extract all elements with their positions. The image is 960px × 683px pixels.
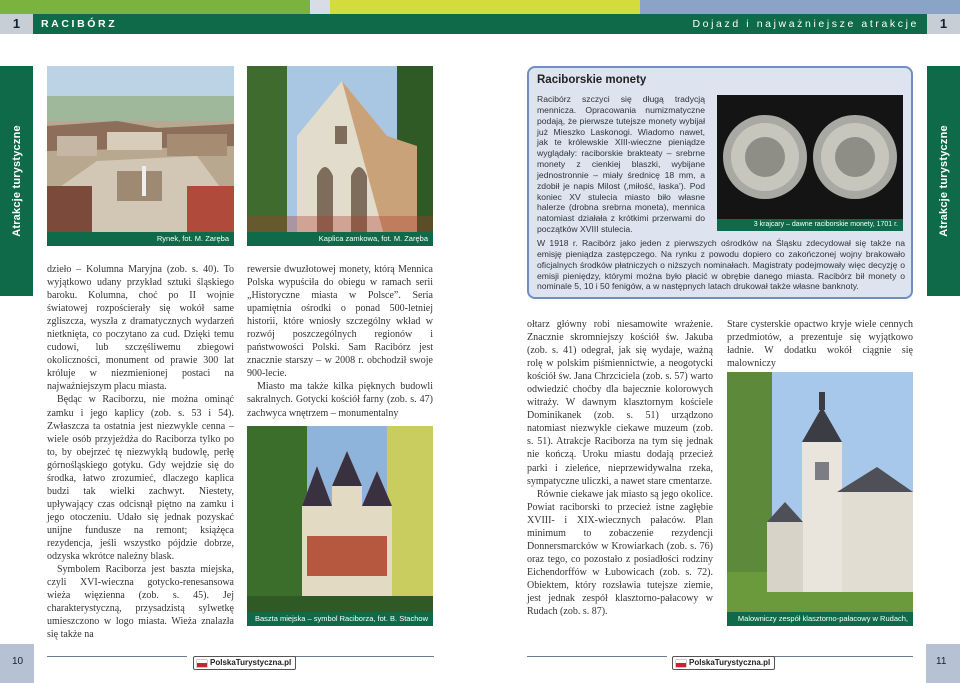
page-number-right: 11 bbox=[936, 656, 947, 667]
site-logo-right-text: PolskaTurystyczna.pl bbox=[689, 658, 771, 667]
site-logo-left[interactable] bbox=[193, 656, 296, 670]
side-tab-left bbox=[0, 66, 33, 296]
col3-paragraph-1: ołtarz główny robi niesamowite wrażenie. Znacznie skromniejszy kościół św. Jakuba (zob. s. 41) odegrał, jak się wydaje, ważną rolę w polskim piśmiennictwie, a neogotycki kościół św. Jana Chrzciciela (zob. s. 57) warto odwiedzić choćby dla bajecznie kolorowych witraży. W dawnym klasztornym kościele Dominikanek (zob. s. 51) urządzono natomiast niezwykle ciekawe muzeum (zob. s. 51). Atrakcje Raciborza na tym się jednak nie kończą. Uroku miastu dodają przecież parki i zieleńce, nieprzewidywalna rzeka, sympatyczne uliczki, a nawet stare cmentarze. bbox=[527, 319, 713, 487]
rynek-image bbox=[47, 66, 234, 246]
col1-paragraph-3: Symbolem Raciborza jest baszta miejska, czyli XVI-wieczna gotycko-renesansowa wieża więzienna (zob. s. 45). Jej charakterystyczną, przysadzistą sylwetkę umieszczono w logo miasta. Wieża znalazła się także na bbox=[47, 564, 234, 641]
chapter-number-right: 1 bbox=[927, 14, 960, 34]
footer-rule-right-b bbox=[770, 656, 913, 657]
page-number-left: 10 bbox=[12, 656, 24, 667]
band-grey bbox=[310, 0, 330, 14]
side-tab-right-label: Atrakcje turystyczne bbox=[937, 125, 950, 237]
kaplica-image bbox=[247, 66, 433, 246]
coins-info-box bbox=[527, 66, 913, 299]
photo-caption-rynek: Rynek, fot. M. Zaręba bbox=[47, 232, 234, 246]
baszta-image bbox=[247, 426, 433, 626]
box-title: Raciborskie monety bbox=[537, 74, 647, 86]
col2-paragraph-2: Miasto ma także kilka pięknych budowli sakralnych. Gotycki kościół farny (zob. s. 47) zachwyca wnętrzem – monumentalny bbox=[247, 381, 433, 419]
site-logo-left-text: PolskaTurystyczna.pl bbox=[210, 658, 292, 667]
third-column-text bbox=[527, 318, 713, 618]
photo-kaplica bbox=[247, 66, 433, 246]
second-column-text bbox=[247, 263, 433, 420]
col3-paragraph-2: Równie ciekawe jak miasto są jego okolice. Powiat raciborski to przecież istne zagłębie XVIII- i XIX-wiecznych pałaców. Plan minimum to zobaczenie rezydencji Donnersmarcków w Krowiarkach (zob. s. 76) oraz tego, co pozostało z posiadłości rodziny Eichendorffów w Łubowicach (zob. s. 72). Obiektem, który rozsławia tutejsze ziemie, jest jednak zespół klasztorno-pałacowy w Rudach (zob. s. 87). bbox=[527, 488, 713, 618]
footer-rule-left-b bbox=[292, 656, 434, 657]
col2-paragraph-1: rewersie dwuzłotowej monety, którą Mennica Polska wypuściła do obiegu w ramach serii „Historyczne miasta w Polsce”. Seria upamiętnia ośrodki o ponad 500-letniej historii, które wniosły szczególny wkład w rozwój poszczególnych regionów i państwowości Polski. Sam Racibórz jest znacznie starszy – w 2008 r. obchodził swoje 900-lecie. bbox=[247, 264, 433, 380]
photo-caption-baszta: Baszta miejska – symbol Raciborza, fot. B. Stachow bbox=[247, 612, 433, 626]
photo-caption-coins: 3 krajcary – dawne raciborskie monety, 1701 r. bbox=[717, 219, 903, 231]
col4-paragraph-1: Stare cysterskie opactwo kryje wiele cennych przedmiotów, a prezentuje się wyjątkowo ładnie. W dodatku wokół ciągnie się malowniczy bbox=[727, 319, 913, 370]
photo-coins bbox=[717, 95, 903, 231]
side-tab-right bbox=[927, 66, 960, 296]
side-tab-left-label: Atrakcje turystyczne bbox=[10, 125, 23, 237]
top-color-band bbox=[0, 0, 960, 14]
photo-rynek bbox=[47, 66, 234, 246]
rudy-image bbox=[727, 372, 913, 626]
footer-rule-left-a bbox=[47, 656, 187, 657]
fourth-column-text bbox=[727, 318, 913, 370]
chapter-number-left: 1 bbox=[0, 14, 33, 34]
band-blue bbox=[640, 0, 960, 14]
photo-caption-rudy: Malowniczy zespół klasztorno-pałacowy w Rudach, fot. D. Zaręba bbox=[727, 612, 913, 626]
band-yellow bbox=[330, 0, 640, 14]
col1-paragraph-1: dzieło – Kolumna Maryjna (zob. s. 40). To wyjątkowo udany przykład sztuki śląskiego baroku. Kolumna, choć po II wojnie światowej rozpościerały się wokół same zgliszcza, wyszła z dramatycznych wydarzeń nietknięta, co poczytano za cud. Dzięki temu cudowi, lub szczęśliwemu zbiegowi okoliczności, monument od prawie 300 lat króluje w niezmienionej postaci na najważniejszym placu miasta. bbox=[47, 264, 234, 393]
photo-caption-kaplica: Kaplica zamkowa, fot. M. Zaręba bbox=[247, 232, 433, 246]
footer-rule-right-a bbox=[527, 656, 667, 657]
poland-flag-icon bbox=[197, 660, 207, 667]
band-green bbox=[0, 0, 310, 14]
box-text-2: W 1918 r. Racibórz jako jeden z pierwszych ośrodków na Śląsku zdecydował się także na emisję pieniądza zastępczego. Na rynku z powodu dopiero co zakończonej wojny brakowało oficjalnych środków płatniczych o niższych nominałach. Magistraty podejmowały więc decyzję o emisji pieniędzy, którymi można było płacić w obrębie danego miasta. Racibórz bił monety o nominale 5, 10 i 50 fenigów, a w następnych latach drukował także własne banknoty. bbox=[537, 238, 905, 292]
poland-flag-icon bbox=[676, 660, 686, 667]
running-head-left: RACIBÓRZ bbox=[33, 14, 480, 34]
left-column-text bbox=[47, 263, 234, 641]
photo-rudy bbox=[727, 372, 913, 637]
col1-paragraph-2: Będąc w Raciborzu, nie można ominąć zamku i jego kaplicy (zob. s. 53 i 54). Zwłaszcza ta ostatnia jest niezwykle cenna – wiele osób przyjeżdża do Raciborza tylko po to, by obejrzeć tę niezwykłą budowlę, perłę górnośląskiego gotyku. Gdy wejdzie się do środka, łatwo zrozumieć, dlaczego kaplica budzi tak wielki zachwyt. Niestety, upływający czas odcisnął piętno na zamku i jego otoczeniu. Udało się jednak pozyskać unijne fundusze na remont; książęca rezydencja, jeśli wszystko pójdzie dobrze, odzyska wkrótce należny blask. bbox=[47, 394, 234, 563]
photo-baszta bbox=[247, 426, 433, 626]
box-text-1: Racibórz szczyci się długą tradycją mennicza. Opracowania numizmatyczne podają, że pierwsze tutejsze monety wybijał już Mieszko Laskonogi. Wiadomo nawet, jak te królewskie XIII-wieczne pieniądze wyglądały: raciborskie brakteaty – srebrne monety z cienkiej blaszki, wybijane jednostronnie – miały średnicę 18 mm, a zdobił je napis Milost (‚miłość, łaska’). Pod koniec XV stulecia miasto biło własne halerze (drobna srebrna moneta), mennica natomiast działała z krótkimi przerwami do początków XVIII stulecia. bbox=[537, 94, 705, 235]
coins-image bbox=[717, 95, 903, 231]
running-head-right: Dojazd i najważniejsze atrakcje bbox=[480, 14, 927, 34]
site-logo-right[interactable] bbox=[672, 656, 775, 670]
